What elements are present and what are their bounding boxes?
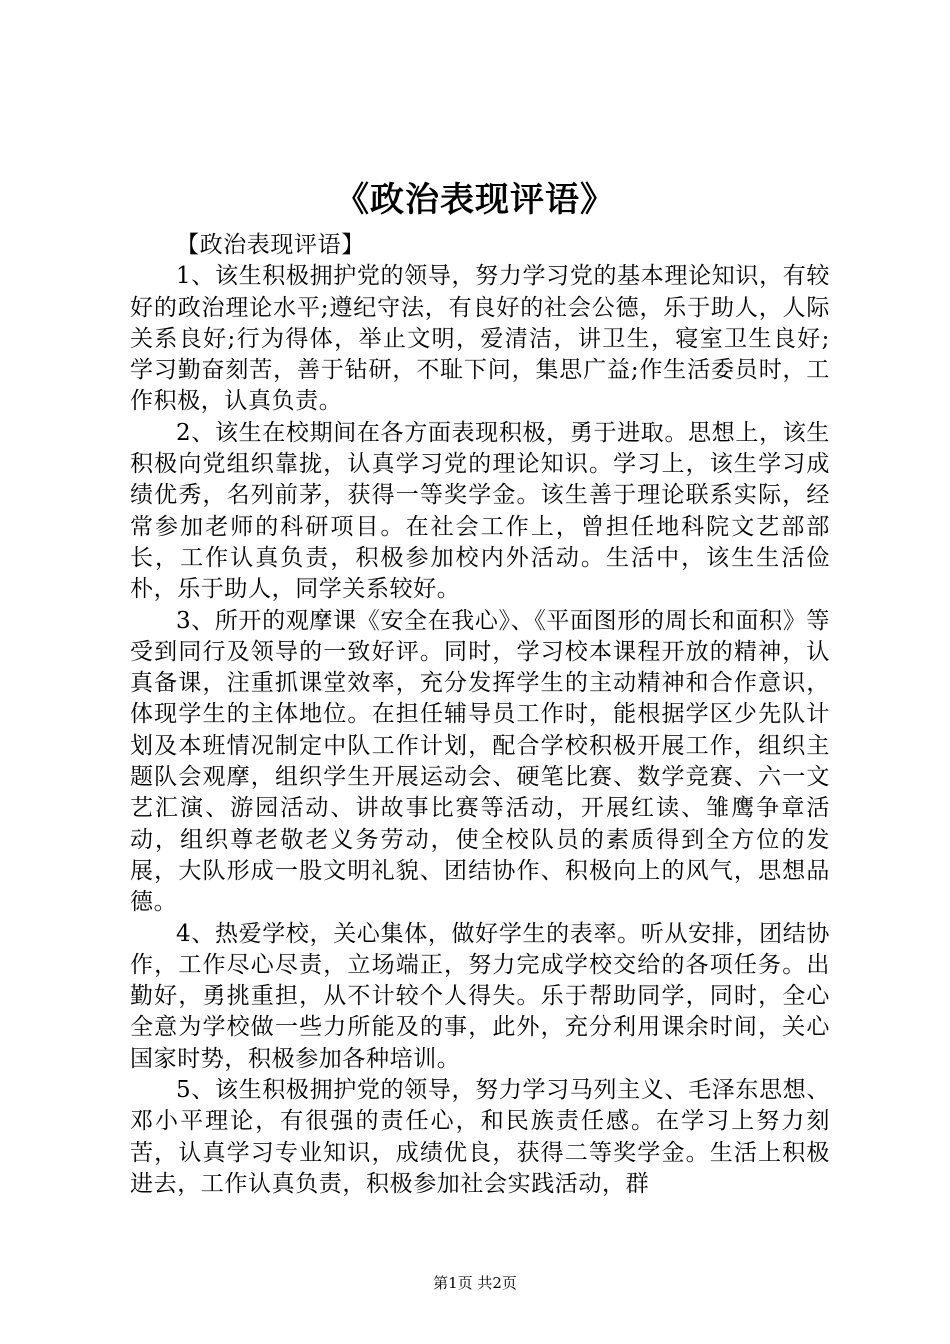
paragraph-4: 4、热爱学校，关心集体，做好学生的表率。听从安排，团结协作，工作尽心尽责，立场端正，努力完成学校交给的各项任务。出勤好，勇挑重担，从不计较个人得失。乐于帮助同学，同时，全心全意为学校做一些力所能及的事，此外，充分利用课余时间，关心国家时势，积极参加各种培训。 — [130, 920, 830, 1072]
document-title: 《政治表现评语》 — [335, 180, 615, 220]
document-body — [130, 230, 830, 1200]
page-number-footer: 第1页 共2页 — [433, 1274, 517, 1292]
paragraph-2: 2、该生在校期间在各方面表现积极，勇于进取。思想上，该生积极向党组织靠拢，认真学习党的理论知识。学习上，该生学习成绩优秀，名列前茅，获得一等奖学金。该生善于理论联系实际，经常参加老师的科研项目。在社会工作上，曾担任地科院文艺部部长，工作认真负责，积极参加校内外活动。生活中，该生生活俭朴，乐于助人，同学关系较好。 — [130, 419, 830, 603]
section-heading: 【政治表现评语】 — [176, 232, 365, 258]
paragraph-3: 3、所开的观摩课《安全在我心》、《平面图形的周长和面积》等受到同行及领导的一致好评。同时，学习校本课程开放的精神，认真备课，注重抓课堂效率，充分发挥学生的主动精神和合作意识，体现学生的主体地位。在担任辅导员工作时，能根据学区少先队计划及本班情况制定中队工作计划，配合学校积极开展工作，组织主题队会观摩，组织学生开展运动会、硬笔比赛、数学竞赛、六一文艺汇演、游园活动、讲故事比赛等活动，开展红读、雏鹰争章活动，组织尊老敬老义务劳动，使全校队员的素质得到全方位的发展，大队形成一股文明礼貌、团结协作、积极向上的风气，思想品德。 — [130, 607, 830, 916]
paragraph-1: 1、该生积极拥护党的领导，努力学习党的基本理论知识，有较好的政治理论水平;遵纪守法，有良好的社会公德，乐于助人，人际关系良好;行为得体，举止文明，爱清洁，讲卫生，寝室卫生良好;学习勤奋刻苦，善于钻研，不耻下问，集思广益;作生活委员时，工作积极，认真负责。 — [130, 263, 830, 415]
paragraph-5: 5、该生积极拥护党的领导，努力学习马列主义、毛泽东思想、邓小平理论，有很强的责任心，和民族责任感。在学习上努力刻苦，认真学习专业知识，成绩优良，获得二等奖学金。生活上积极进去，工作认真负责，积极参加社会实践活动，群 — [130, 1077, 830, 1197]
